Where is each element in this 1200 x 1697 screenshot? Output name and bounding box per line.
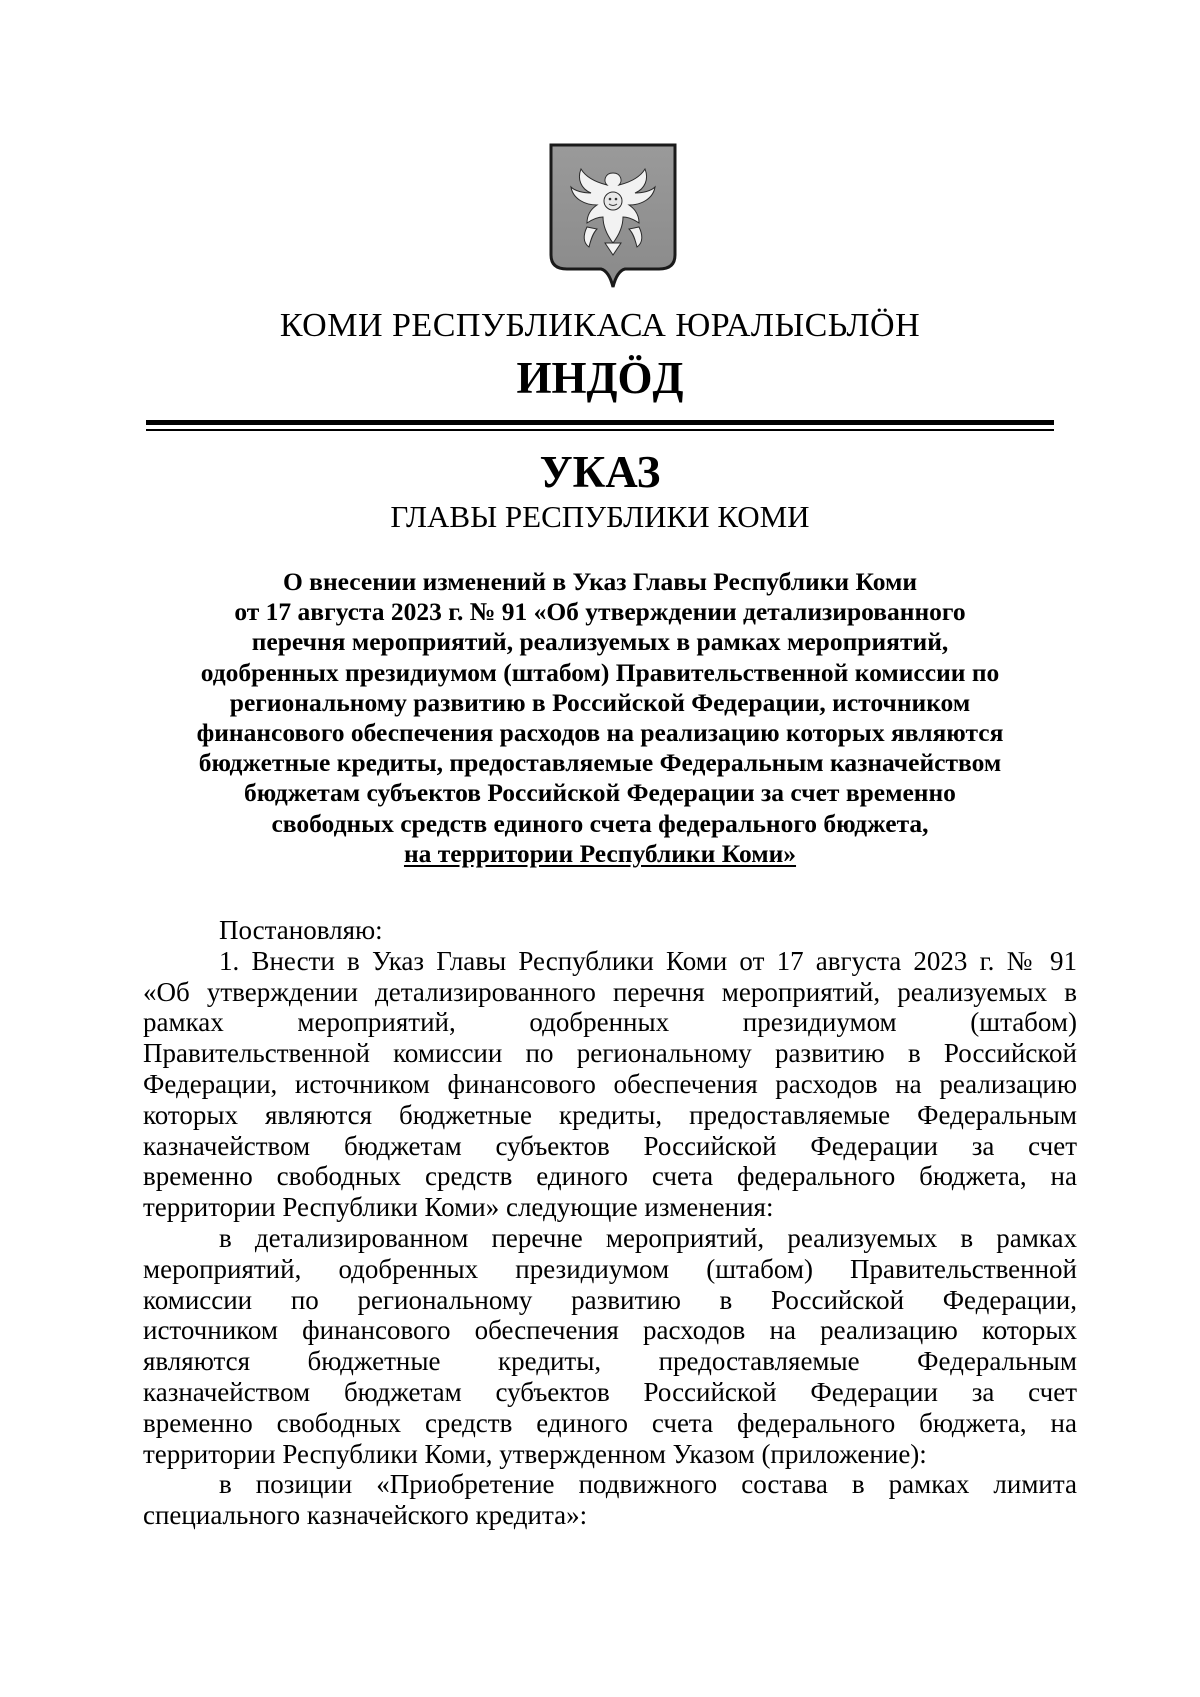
body-line: временно свободных средств единого счета федерального бюджета, на [143, 1161, 1077, 1192]
body-line: которых являются бюджетные кредиты, предоставляемые Федеральным [143, 1099, 1077, 1130]
header-divider-thick [146, 420, 1054, 425]
subject-line: О внесении изменений в Указ Главы Республики Коми [282, 567, 918, 596]
subject-line: от 17 августа 2023 г. № 91 «Об утверждении детализированного [234, 597, 966, 627]
body-line: являются бюджетные кредиты, предоставляемые Федеральным [143, 1346, 1077, 1377]
subject-line: одобренных президиумом (штабом) Правительственной комиссии по [200, 657, 1000, 687]
subject-line: бюджетам субъектов Российской Федерации за счет временно [244, 778, 956, 808]
subject-line: перечня мероприятий, реализуемых в рамках мероприятий, [251, 627, 949, 657]
subject-line: свободных средств единого счета федерального бюджета, [271, 808, 929, 838]
body-line: в позиции «Приобретение подвижного состава в рамках лимита [219, 1469, 1077, 1500]
body-line: специального казначейского кредита»: [143, 1500, 588, 1531]
header-divider-thin [146, 429, 1054, 431]
body-line: мероприятий, одобренных президиумом (штабом) Правительственной [143, 1253, 1077, 1284]
body-line: «Об утверждении детализированного перечня мероприятий, реализуемых в [143, 976, 1077, 1007]
body-line: казначейством бюджетам субъектов Российской Федерации за счет [143, 1376, 1077, 1407]
body-line: Правительственной комиссии по региональному развитию в Российской [143, 1038, 1077, 1069]
decree-body [143, 915, 1077, 1531]
subject-line: бюджетные кредиты, предоставляемые Федеральным казначейством [198, 748, 1002, 778]
decree-subject [140, 567, 1060, 869]
body-line: 1. Внести в Указ Главы Республики Коми от 17 августа 2023 г. № 91 [219, 945, 1077, 976]
body-line: в детализированном перечне мероприятий, реализуемых в рамках [219, 1222, 1077, 1253]
coat-of-arms-emblem [547, 143, 679, 290]
subject-line: региональному развитию в Российской Федерации, источником [229, 687, 971, 717]
body-line: территории Республики Коми» следующие изменения: [143, 1192, 774, 1223]
body-line: рамках мероприятий, одобренных президиумом (штабом) [143, 1007, 1077, 1038]
issuer-title: ГЛАВЫ РЕСПУБЛИКИ КОМИ [390, 499, 810, 534]
body-line: территории Республики Коми, утвержденном Указом (приложение): [143, 1438, 927, 1469]
doc-type-title: УКАЗ [539, 447, 661, 497]
body-line: источником финансового обеспечения расходов на реализацию которых [143, 1315, 1077, 1346]
subject-line: финансового обеспечения расходов на реализацию которых являются [196, 718, 1004, 748]
subject-line-underlined: на территории Республики Коми» [403, 838, 797, 868]
body-line: комиссии по региональному развитию в Российской Федерации, [143, 1284, 1077, 1315]
komi-header-title: КОМИ РЕСПУБЛИКАСА ЮРАЛЫСЬЛÖН [279, 307, 921, 344]
body-line: Постановляю: [219, 915, 383, 945]
komi-doc-type: ИНДÖД [516, 353, 684, 403]
body-line: временно свободных средств единого счета федерального бюджета, на [143, 1407, 1077, 1438]
body-line: казначейством бюджетам субъектов Российской Федерации за счет [143, 1130, 1077, 1161]
body-line: Федерации, источником финансового обеспечения расходов на реализацию [143, 1068, 1077, 1099]
